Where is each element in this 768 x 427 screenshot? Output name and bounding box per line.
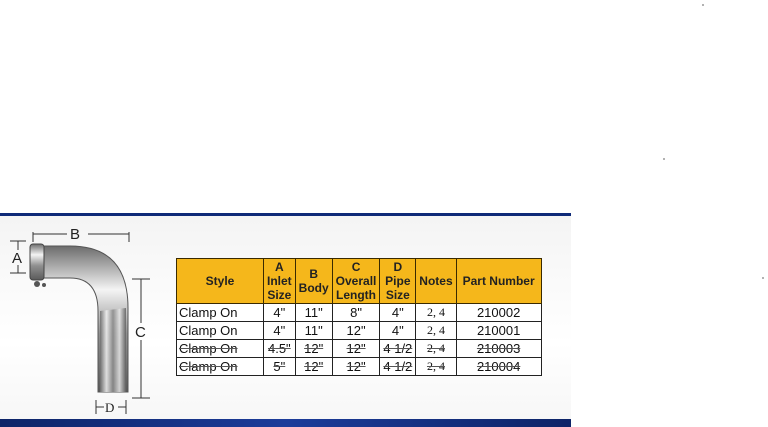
column-header-line: Length [336,288,377,302]
cell-a: 4" [264,304,296,322]
table-header-row [177,259,542,304]
column-header-line: Body [298,281,329,295]
cell-a: 4.5" [264,340,296,358]
cell-b: 12" [295,340,332,358]
cell-a: 5" [264,358,296,376]
column-header-line: D [393,260,403,274]
cell-style: Clamp On [177,304,264,322]
column-header-style [177,259,264,304]
table-row [177,304,542,322]
cell-part: 210004 [456,358,541,376]
dimension-label-c: C [135,324,146,341]
dimension-label-d: D [105,400,115,415]
cell-c: 12" [332,358,380,376]
column-header-line: Style [205,274,235,288]
cell-part: 210003 [456,340,541,358]
part-spec-table [176,258,542,376]
background-speck [702,4,704,6]
column-header-part [456,259,541,304]
cell-d: 4" [380,304,416,322]
column-header-line: Inlet [267,274,292,288]
column-header-line: A [275,260,284,274]
column-header-line: Size [267,288,292,302]
column-header-a [264,259,296,304]
cell-notes: 2, 4 [416,340,456,358]
column-header-line: C [351,260,361,274]
cell-notes: 2, 4 [416,322,456,340]
dimension-label-b: B [70,226,81,243]
cell-style: Clamp On [177,322,264,340]
table-row [177,322,542,340]
product-spec-panel [0,213,571,427]
elbow-pipe-diagram [0,216,170,416]
cell-part: 210001 [456,322,541,340]
column-header-b [295,259,332,304]
background-speck [663,158,665,160]
cell-style: Clamp On [177,358,264,376]
column-header-line: Part Number [462,274,535,288]
cell-c: 12" [332,322,380,340]
cell-d: 4 1/2 [380,340,416,358]
cell-d: 4 1/2 [380,358,416,376]
column-header-line: Notes [419,274,453,288]
column-header-d [380,259,416,304]
cell-b: 11" [295,322,332,340]
cell-d: 4" [380,322,416,340]
cell-b: 11" [295,304,332,322]
table-row [177,358,542,376]
column-header-line: B [309,267,318,281]
cell-notes: 2, 4 [416,358,456,376]
cell-b: 12" [295,358,332,376]
column-header-line: Pipe [385,274,411,288]
cell-c: 8" [332,304,380,322]
clamp-inlet [30,244,44,280]
background-speck [762,277,764,279]
cell-c: 12" [332,340,380,358]
dimension-label-a: A [12,250,23,267]
column-header-notes [416,259,456,304]
column-header-line: Overall [335,274,377,288]
table-row [177,340,542,358]
column-header-c [332,259,380,304]
cell-style: Clamp On [177,340,264,358]
cell-a: 4" [264,322,296,340]
panel-bottom-bar [0,419,571,427]
cell-part: 210002 [456,304,541,322]
cell-notes: 2, 4 [416,304,456,322]
column-header-line: Size [385,288,410,302]
